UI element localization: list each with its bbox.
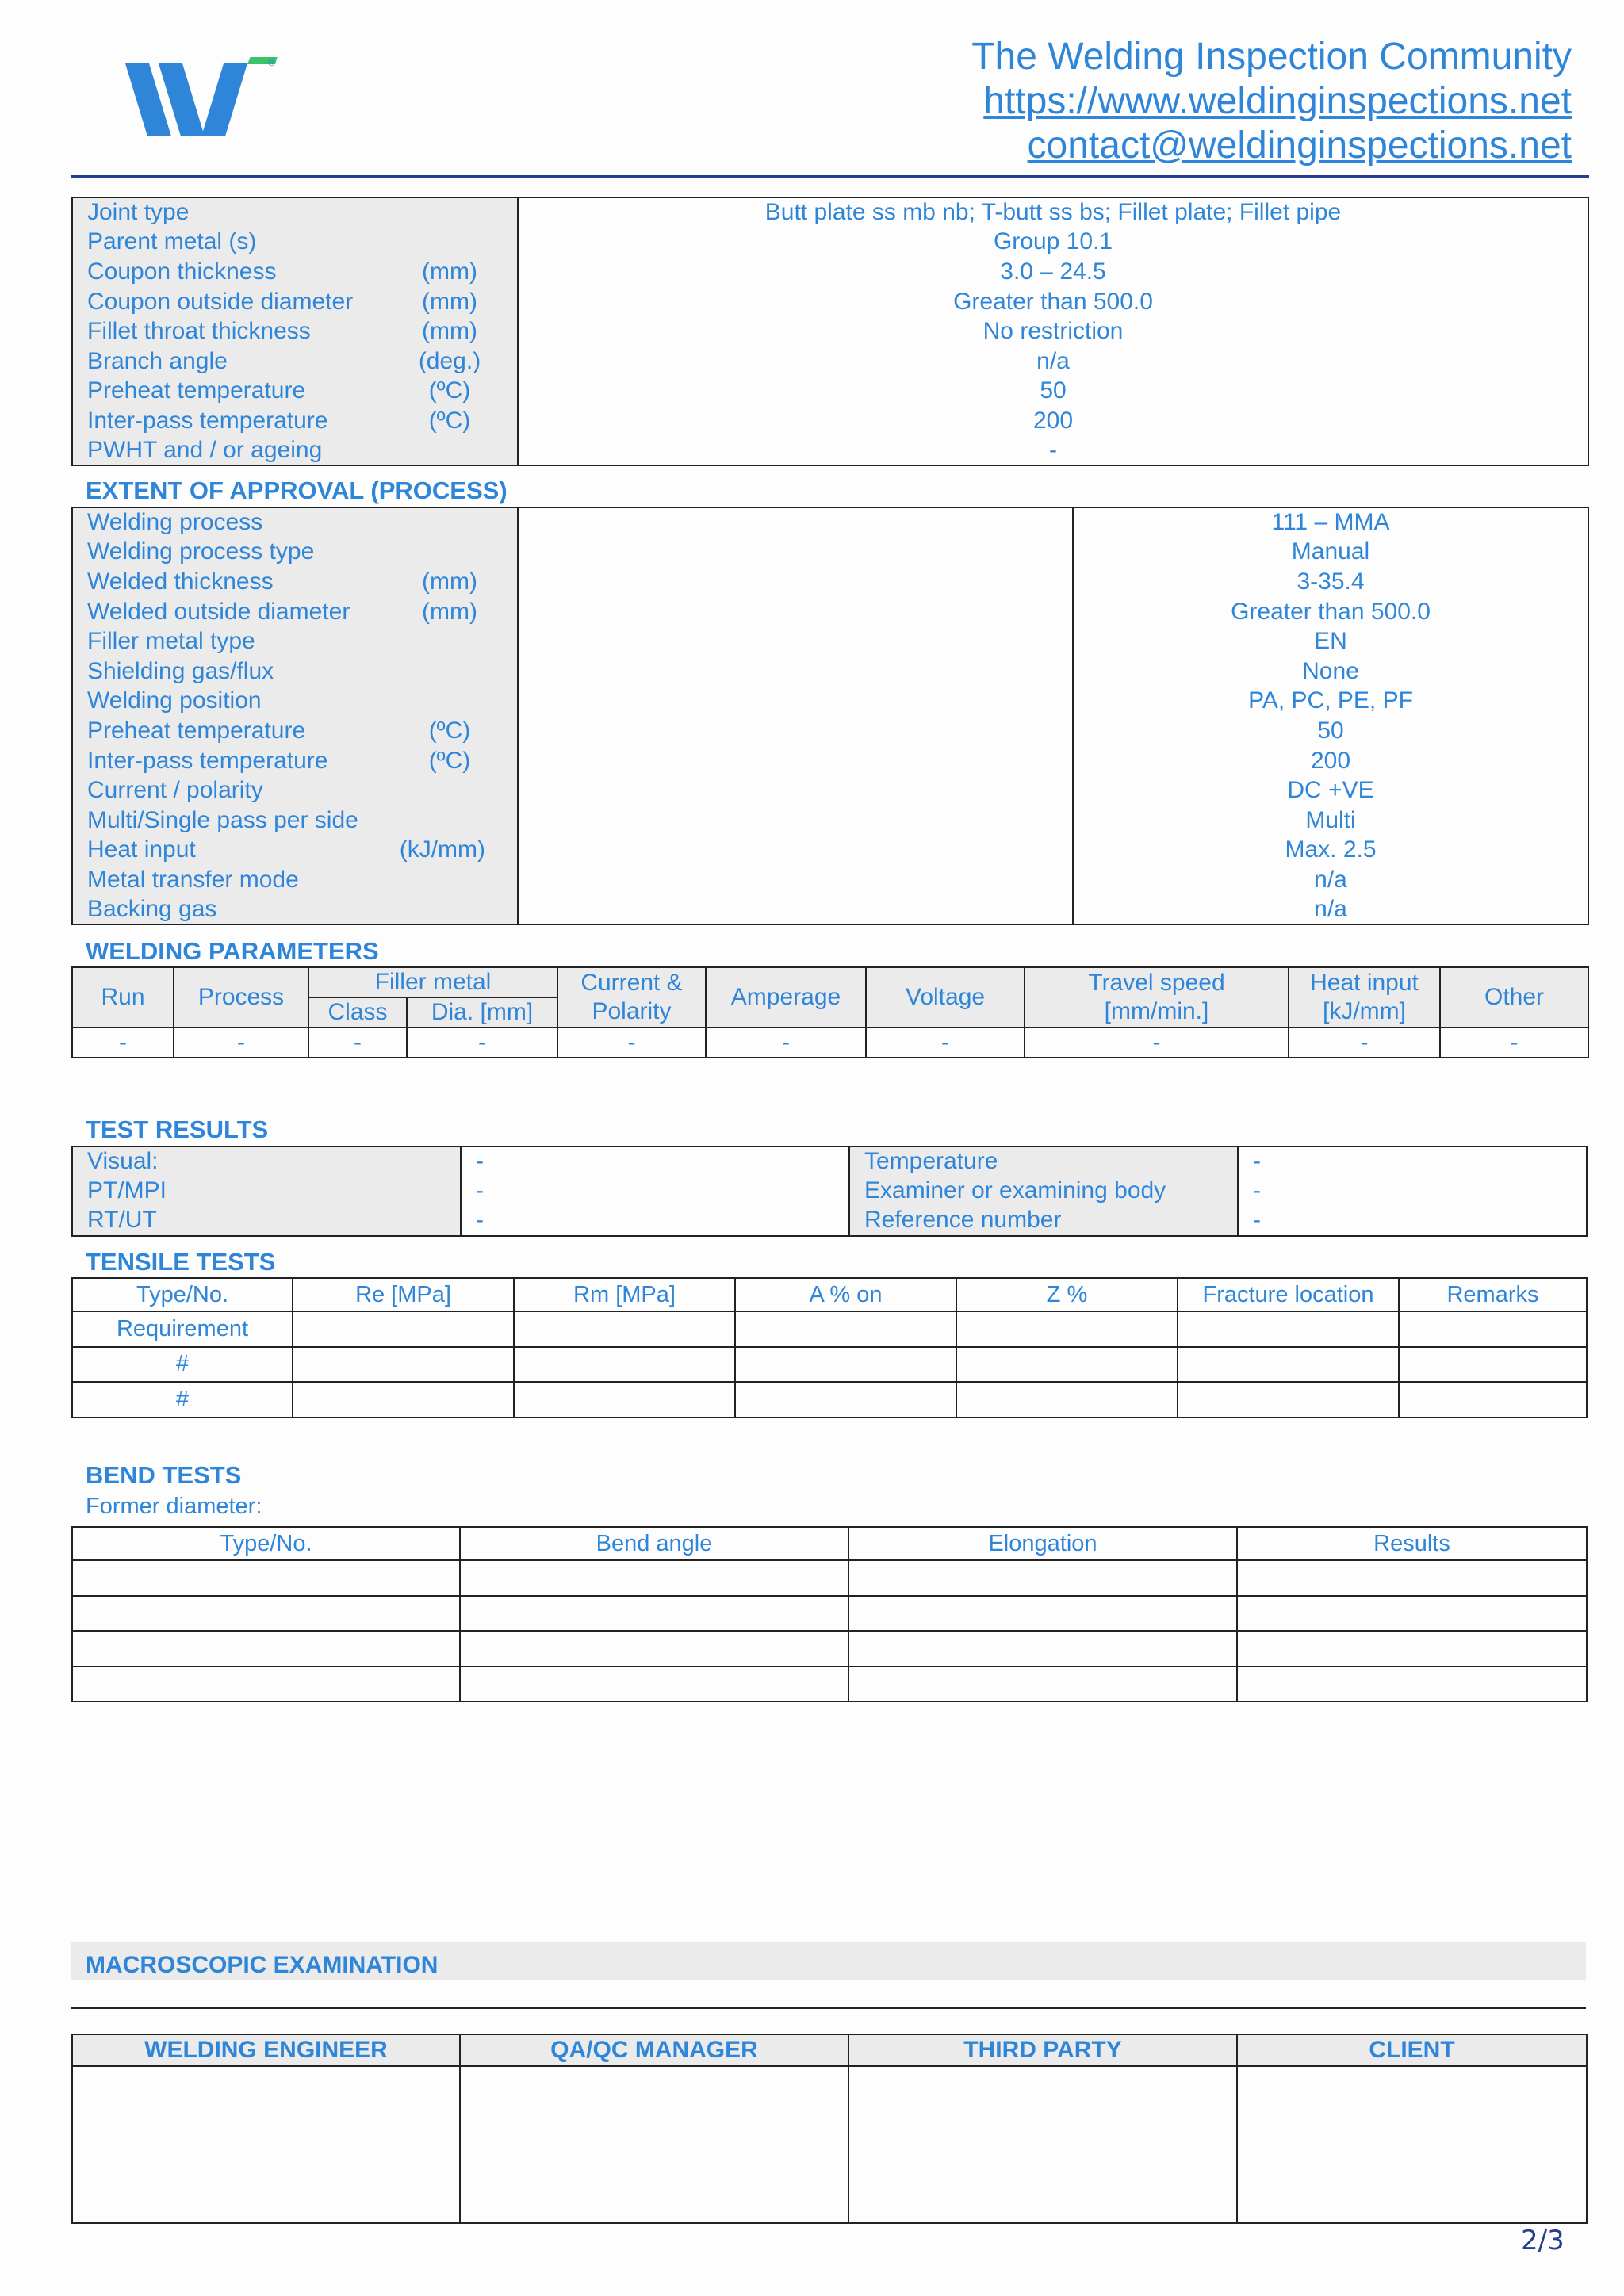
row-label xyxy=(72,377,518,407)
table-row xyxy=(72,1382,1587,1418)
signature-box xyxy=(1237,2066,1587,2223)
row-label xyxy=(72,865,518,895)
blank-cell xyxy=(518,597,1073,627)
row-label: # xyxy=(72,1347,293,1383)
column-header: Results xyxy=(1237,1527,1587,1560)
blank-cell xyxy=(1178,1382,1399,1418)
row-label xyxy=(72,287,518,317)
header-voltage: Voltage xyxy=(866,967,1025,1027)
param-cell: - xyxy=(174,1027,308,1058)
header-class: Class xyxy=(308,997,407,1027)
unit-text: (mm) xyxy=(422,568,477,595)
blank-cell xyxy=(1178,1347,1399,1383)
row-label xyxy=(72,716,518,746)
row-label xyxy=(72,656,518,687)
column-header: Z % xyxy=(956,1278,1178,1311)
label-text: Metal transfer mode xyxy=(87,866,299,893)
row-label xyxy=(72,836,518,866)
param-cell: - xyxy=(1025,1027,1289,1058)
test-results-title: TEST RESULTS xyxy=(86,1115,269,1143)
row-value: 3-35.4 xyxy=(1073,567,1588,597)
process-approval-table xyxy=(71,507,1589,925)
row-value: Manual xyxy=(1073,538,1588,568)
test-value: - xyxy=(461,1177,849,1207)
signature-table xyxy=(71,2034,1588,2224)
blank-cell xyxy=(735,1311,956,1347)
label-text: Welding process xyxy=(87,509,263,536)
range-of-approval-table xyxy=(71,197,1589,466)
blank-cell xyxy=(848,1560,1237,1596)
blank-cell xyxy=(72,1667,460,1702)
test-results-table xyxy=(71,1146,1588,1237)
table-row xyxy=(72,538,1588,568)
label-text: Branch angle xyxy=(87,347,228,374)
table-row xyxy=(72,507,1588,538)
row-label xyxy=(72,538,518,568)
params-section-title: WELDING PARAMETERS xyxy=(86,937,379,965)
table-row xyxy=(72,687,1588,717)
organization-name: The Welding Inspection Community xyxy=(971,36,1572,78)
table-row xyxy=(72,567,1588,597)
test-value: - xyxy=(1238,1206,1587,1236)
blank-cell xyxy=(460,1596,848,1632)
row-label xyxy=(72,228,518,258)
row-label xyxy=(72,406,518,436)
blank-cell xyxy=(1237,1631,1587,1667)
row-value: 200 xyxy=(518,406,1588,436)
row-label xyxy=(72,436,518,466)
row-value: Greater than 500.0 xyxy=(518,287,1588,317)
table-row xyxy=(72,865,1588,895)
table-row xyxy=(72,377,1588,407)
table-row xyxy=(72,257,1588,287)
label-text: Joint type xyxy=(87,199,190,226)
blank-cell xyxy=(514,1382,735,1418)
page-number: 2/3 xyxy=(1521,2225,1565,2256)
test-label: RT/UT xyxy=(72,1206,461,1236)
test-label: PT/MPI xyxy=(72,1177,461,1207)
blank-cell xyxy=(460,1560,848,1596)
row-value: Greater than 500.0 xyxy=(1073,597,1588,627)
unit-text: (kJ/mm) xyxy=(399,836,485,863)
column-header: Fracture location xyxy=(1178,1278,1399,1311)
blank-cell xyxy=(1178,1311,1399,1347)
param-cell: - xyxy=(866,1027,1025,1058)
signature-header: WELDING ENGINEER xyxy=(72,2034,460,2066)
row-value: 3.0 – 24.5 xyxy=(518,257,1588,287)
row-value: 111 – MMA xyxy=(1073,507,1588,538)
table-row xyxy=(72,716,1588,746)
label-text: Backing gas xyxy=(87,896,217,923)
row-label xyxy=(72,567,518,597)
unit-text: (deg.) xyxy=(418,347,481,374)
test-value: - xyxy=(1238,1146,1587,1177)
signature-box xyxy=(848,2066,1237,2223)
table-row xyxy=(72,346,1588,377)
signature-header: THIRD PARTY xyxy=(848,2034,1237,2066)
blank-cell xyxy=(518,687,1073,717)
row-label xyxy=(72,806,518,836)
blank-cell xyxy=(1399,1311,1587,1347)
signature-header: CLIENT xyxy=(1237,2034,1587,2066)
header-current-polarity: Current & Polarity xyxy=(557,967,706,1027)
blank-cell xyxy=(460,1631,848,1667)
row-value: EN xyxy=(1073,626,1588,656)
row-value: Max. 2.5 xyxy=(1073,836,1588,866)
label-text: Preheat temperature xyxy=(87,377,306,404)
column-header: Bend angle xyxy=(460,1527,848,1560)
label-text: Inter-pass temperature xyxy=(87,407,328,434)
blank-cell xyxy=(1237,1560,1587,1596)
row-label xyxy=(72,775,518,806)
blank-cell xyxy=(735,1347,956,1383)
table-row xyxy=(72,287,1588,317)
header-divider xyxy=(71,175,1589,178)
unit-text: (ºC) xyxy=(428,407,471,434)
email-link[interactable]: contact@weldinginspections.net xyxy=(1027,124,1572,166)
table-row xyxy=(72,806,1588,836)
blank-cell xyxy=(514,1347,735,1383)
row-value: 50 xyxy=(518,377,1588,407)
table-row xyxy=(72,626,1588,656)
blank-cell xyxy=(956,1347,1178,1383)
test-value: - xyxy=(461,1206,849,1236)
table-row xyxy=(72,1027,1588,1058)
test-label: Reference number xyxy=(849,1206,1238,1236)
header-filler-metal: Filler metal xyxy=(308,967,557,997)
blank-cell xyxy=(518,836,1073,866)
row-value: n/a xyxy=(1073,895,1588,925)
blank-cell xyxy=(956,1382,1178,1418)
label-text: Fillet throat thickness xyxy=(87,318,311,345)
former-diameter-label: Former diameter: xyxy=(86,1494,262,1519)
row-value: DC +VE xyxy=(1073,775,1588,806)
header-amperage: Amperage xyxy=(706,967,866,1027)
test-value: - xyxy=(1238,1177,1587,1207)
label-text: Filler metal type xyxy=(87,628,255,655)
header-dia: Dia. [mm] xyxy=(407,997,557,1027)
blank-cell xyxy=(1399,1382,1587,1418)
blank-cell xyxy=(72,1596,460,1632)
row-value: Butt plate ss mb nb; T-butt ss bs; Fillet plate; Fillet pipe xyxy=(518,197,1588,228)
row-label xyxy=(72,895,518,925)
blank-cell xyxy=(1399,1347,1587,1383)
table-row xyxy=(72,775,1588,806)
unit-text: (mm) xyxy=(422,288,477,315)
blank-cell xyxy=(460,1667,848,1702)
table-row xyxy=(72,895,1588,925)
row-value: - xyxy=(518,436,1588,466)
wi-logo-icon xyxy=(125,57,280,146)
column-header: Type/No. xyxy=(72,1278,293,1311)
label-text: Current / polarity xyxy=(87,777,263,804)
label-text: Inter-pass temperature xyxy=(87,747,328,774)
blank-cell xyxy=(514,1311,735,1347)
blank-cell xyxy=(956,1311,1178,1347)
tensile-tests-title: TENSILE TESTS xyxy=(86,1248,276,1276)
row-label xyxy=(72,626,518,656)
row-value: PA, PC, PE, PF xyxy=(1073,687,1588,717)
row-value: No restriction xyxy=(518,316,1588,346)
param-cell: - xyxy=(407,1027,557,1058)
label-text: Welded thickness xyxy=(87,568,274,595)
unit-text: (mm) xyxy=(422,598,477,625)
label-text: Welded outside diameter xyxy=(87,598,350,625)
unit-text: (mm) xyxy=(422,258,477,285)
blank-cell xyxy=(72,1560,460,1596)
process-section-title: EXTENT OF APPROVAL (PROCESS) xyxy=(86,476,508,504)
bend-tests-title: BEND TESTS xyxy=(86,1461,242,1489)
divider xyxy=(71,2007,1586,2009)
param-cell: - xyxy=(1440,1027,1588,1058)
table-row xyxy=(72,1347,1587,1383)
row-label xyxy=(72,507,518,538)
row-value: 50 xyxy=(1073,716,1588,746)
blank-cell xyxy=(518,746,1073,776)
label-text: Welding process type xyxy=(87,538,315,565)
table-row xyxy=(72,316,1588,346)
blank-cell xyxy=(293,1311,514,1347)
blank-cell xyxy=(518,567,1073,597)
blank-cell xyxy=(735,1382,956,1418)
blank-cell xyxy=(1237,1596,1587,1632)
macro-section-title: MACROSCOPIC EXAMINATION xyxy=(86,1952,439,1978)
blank-cell xyxy=(293,1382,514,1418)
table-row xyxy=(72,656,1588,687)
test-value: - xyxy=(461,1146,849,1177)
blank-cell xyxy=(518,775,1073,806)
test-label: Temperature xyxy=(849,1146,1238,1177)
unit-text: (mm) xyxy=(422,318,477,345)
row-label xyxy=(72,687,518,717)
row-label: # xyxy=(72,1382,293,1418)
label-text: Parent metal (s) xyxy=(87,228,257,255)
param-cell: - xyxy=(1289,1027,1440,1058)
row-label xyxy=(72,257,518,287)
row-value: None xyxy=(1073,656,1588,687)
header-heat-input: Heat input [kJ/mm] xyxy=(1289,967,1440,1027)
blank-cell xyxy=(848,1631,1237,1667)
blank-cell xyxy=(848,1667,1237,1702)
label-text: Multi/Single pass per side xyxy=(87,806,358,833)
table-row xyxy=(72,197,1588,228)
table-row xyxy=(72,1146,1587,1177)
column-header: A % on xyxy=(735,1278,956,1311)
test-label: Visual: xyxy=(72,1146,461,1177)
row-label xyxy=(72,316,518,346)
row-value: 200 xyxy=(1073,746,1588,776)
bend-tests-table xyxy=(71,1526,1588,1702)
blank-cell xyxy=(518,507,1073,538)
blank-cell xyxy=(518,806,1073,836)
column-header: Type/No. xyxy=(72,1527,460,1560)
table-row xyxy=(72,1311,1587,1347)
table-row xyxy=(72,406,1588,436)
table-row xyxy=(72,1177,1587,1207)
label-text: Heat input xyxy=(87,836,196,863)
label-text: Coupon outside diameter xyxy=(87,288,354,315)
header-run: Run xyxy=(72,967,174,1027)
signature-box xyxy=(72,2066,460,2223)
blank-cell xyxy=(518,895,1073,925)
column-header: Elongation xyxy=(848,1527,1237,1560)
tensile-tests-table xyxy=(71,1277,1588,1418)
param-cell: - xyxy=(72,1027,174,1058)
label-text: PWHT and / or ageing xyxy=(87,437,323,464)
label-text: Welding position xyxy=(87,687,262,714)
row-label xyxy=(72,197,518,228)
blank-cell xyxy=(518,538,1073,568)
welding-parameters-table xyxy=(71,966,1589,1058)
header-other: Other xyxy=(1440,967,1588,1027)
row-label xyxy=(72,597,518,627)
label-text: Shielding gas/flux xyxy=(87,657,274,684)
table-row xyxy=(72,1631,1587,1667)
unit-text: (ºC) xyxy=(428,717,471,744)
row-value: Group 10.1 xyxy=(518,228,1588,258)
row-label xyxy=(72,746,518,776)
website-link[interactable]: https://www.weldinginspections.net xyxy=(983,80,1572,122)
param-cell: - xyxy=(308,1027,407,1058)
column-header: Remarks xyxy=(1399,1278,1587,1311)
table-row xyxy=(72,436,1588,466)
header-process: Process xyxy=(174,967,308,1027)
row-value: n/a xyxy=(518,346,1588,377)
blank-cell xyxy=(293,1347,514,1383)
blank-cell xyxy=(518,656,1073,687)
column-header: Rm [MPa] xyxy=(514,1278,735,1311)
table-row xyxy=(72,836,1588,866)
blank-cell xyxy=(518,626,1073,656)
blank-cell xyxy=(848,1596,1237,1632)
row-value: n/a xyxy=(1073,865,1588,895)
label-text: Coupon thickness xyxy=(87,258,277,285)
row-value: Multi xyxy=(1073,806,1588,836)
blank-cell xyxy=(72,1631,460,1667)
table-row xyxy=(72,1560,1587,1596)
table-row xyxy=(72,1206,1587,1236)
blank-cell xyxy=(518,865,1073,895)
table-row xyxy=(72,1667,1587,1702)
label-text: Preheat temperature xyxy=(87,717,306,744)
header-travel-speed: Travel speed [mm/min.] xyxy=(1025,967,1289,1027)
blank-cell xyxy=(1237,1667,1587,1702)
row-label xyxy=(72,346,518,377)
organization-header xyxy=(971,35,1572,168)
column-header: Re [MPa] xyxy=(293,1278,514,1311)
blank-cell xyxy=(518,716,1073,746)
registered-mark: ® xyxy=(268,57,275,68)
row-label: Requirement xyxy=(72,1311,293,1347)
signature-header: QA/QC MANAGER xyxy=(460,2034,848,2066)
table-row xyxy=(72,746,1588,776)
table-row xyxy=(72,597,1588,627)
param-cell: - xyxy=(557,1027,706,1058)
param-cell: - xyxy=(706,1027,866,1058)
table-row xyxy=(72,228,1588,258)
table-row xyxy=(72,1596,1587,1632)
unit-text: (ºC) xyxy=(428,747,471,774)
unit-text: (ºC) xyxy=(428,377,471,404)
signature-box xyxy=(460,2066,848,2223)
test-label: Examiner or examining body xyxy=(849,1177,1238,1207)
